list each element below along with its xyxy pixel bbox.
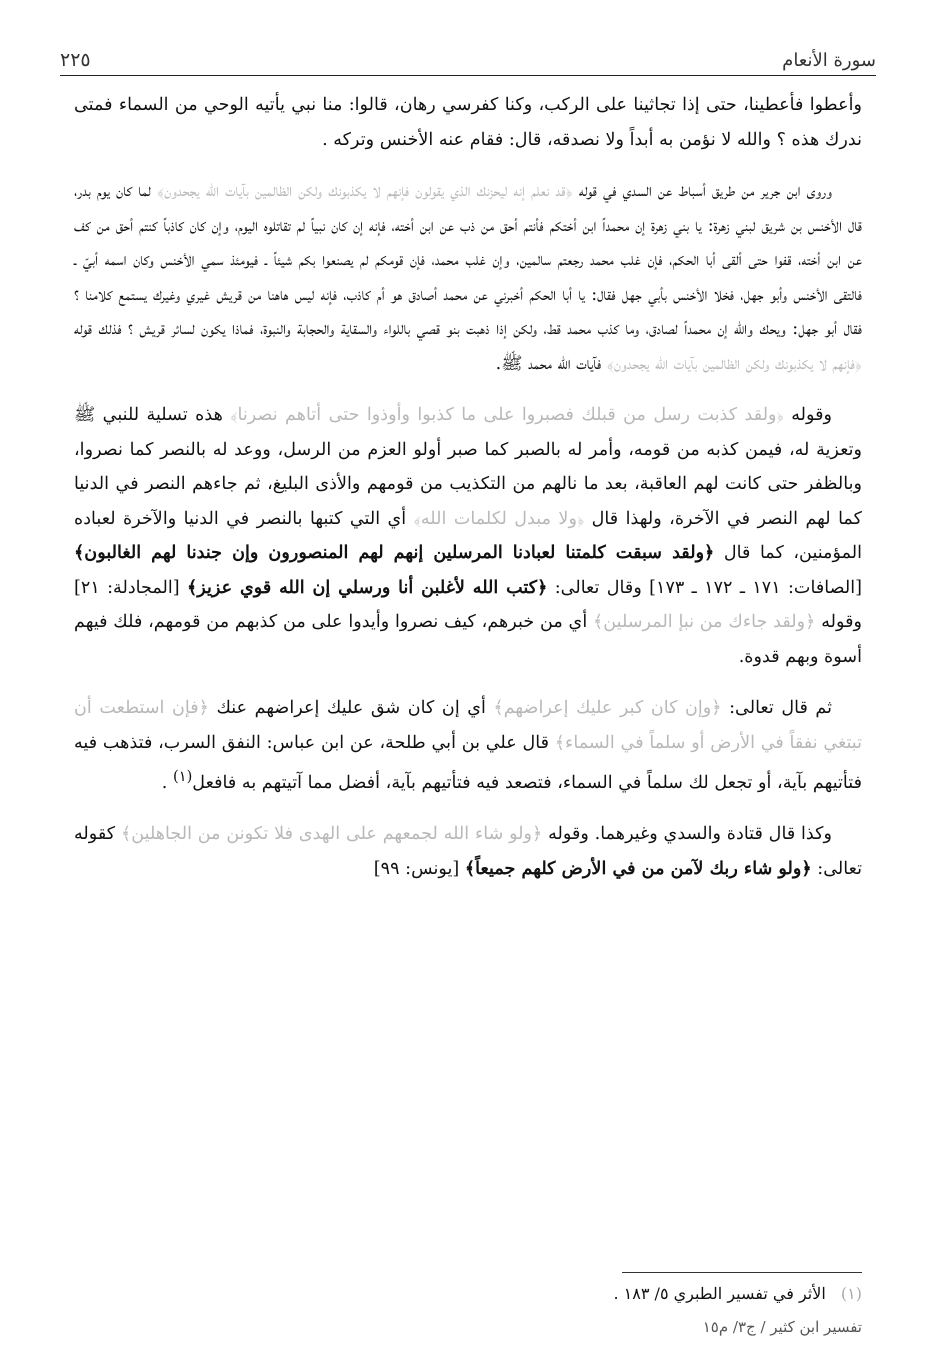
paragraph-text: أي إن كان شق عليك إعراضهم عنك (208, 698, 494, 718)
paragraph (74, 174, 862, 381)
paragraph-text: . (161, 772, 173, 793)
quran-verse: ﴿ولقد جاءك من نبإ المرسلين﴾ (592, 612, 816, 632)
paragraph-text: وأعطوا فأعطينا، حتى إذا تجاثينا على الركب، وكنا كفرسي رهان، قالوا: منا نبي يأتيه الوحي من السماء فمتى ندرك هذه ؟ والله لا نؤمن به أبداً ولا نصدقه، قال: فقام عنه الأخنس وتركه . (74, 95, 862, 150)
quran-verse: ﴿ولقد كذبت رسل من قبلك فصبروا على ما كذبوا وأوذوا حتى أتاهم نصرنا﴾ (230, 405, 784, 425)
paragraph-text: [الصافات: ١٧١ ـ ١٧٢ ـ ١٧٣] وقال تعالى: (547, 577, 862, 598)
quran-verse: ﴿ولقد سبقت كلمتنا لعبادنا المرسلين إنهم لهم المنصورون وإن جندنا لهم الغالبون﴾ (74, 542, 715, 563)
footnote-text: الأثر في تفسير الطبري ٥/ ١٨٣ . (613, 1284, 826, 1303)
paragraph (74, 88, 862, 157)
quran-verse: ﴿ولا مبدل لكلمات الله﴾ (413, 508, 585, 529)
paragraph-text: ثم قال تعالى: (721, 698, 832, 718)
quran-verse: ﴿ولو شاء ربك لآمن من في الأرض كلهم جميعاً﴾ (464, 857, 812, 879)
paragraph-text: قال علي بن أبي طلحة، عن ابن عباس: النفق السرب، فتذهب فيه فتأتيهم بآية، أو تجعل لك سلماً في السماء، فتصعد فيه فتأتيهم بآية، أفضل مما آتيتهم به فافعل (74, 732, 862, 793)
page-number: ٢٢٥ (60, 49, 91, 71)
paragraph-text: [يونس: ٩٩] (373, 858, 465, 879)
footnote (74, 1281, 862, 1307)
quran-verse: ﴿قد نعلم إنه ليحزنك الذي يقولون فإنهم لا يكذبونك ولكن الظالمين بآيات الله يجحدون﴾ (157, 181, 573, 201)
quran-verse: ﴿كتب الله لأغلبن أنا ورسلي إن الله قوي عزيز﴾ (186, 576, 548, 598)
footnote-separator (622, 1272, 862, 1273)
paragraph-text: أي من خبرهم، كيف نصروا وأيدوا على من كذبهم من قومهم، فلك فيهم أسوة وبهم قدوة. (74, 612, 862, 667)
paragraph (74, 817, 862, 886)
paragraph-text: فآيات الله محمد ﷺ. (495, 353, 607, 374)
page-body (74, 88, 862, 903)
quran-verse: ﴿وإن كان كبر عليك إعراضهم﴾ (493, 698, 722, 718)
paragraph-text: لما كان يوم بدر، قال الأخنس بن شريق لبني زهرة: يا بني زهرة إن محمداً ابن أختكم فأنتم أحق من ذب عن ابن أخته، فإنه إن كان نبياً لم تقاتلوه اليوم، وإن كان كاذباً كنتم أحق من كف عن ابن أخته، قفوا حتى ألقى أبا الحكم، فإن غلب محمد رجعتم سالمين، وإن غلب محمد، فإن قومكم لم يصنعوا بكم شيئاً ـ فيومئذ سمي الأخنس وكان اسمه أبيّ ـ فالتقى الأخنس وأبو جهل، فخلا الأخنس بأبي جهل فقال: يا أبا الحكم أخبرني عن محمد أصادق هو أم كاذب، فإنه ليس هاهنا من قريش غيري وغيرك يستمع كلامنا ؟ فقال أبو جهل: ويحك والله إن محمداً لصادق، وما كذب محمد قط، ولكن إذا ذهبت بنو قصي باللواء والسقاية والحجابة والنبوة، فماذا يكون لسائر قريش ؟ فذلك قوله (74, 181, 862, 339)
paragraph-text: [المجادلة: ٢١] وقوله (74, 577, 862, 632)
footnote-marker: (١) (840, 1284, 862, 1303)
quran-verse: ﴿فإن استطعت أن تبتغي نفقاً في الأرض أو سلماً في السماء﴾ (74, 698, 863, 753)
paragraph (74, 691, 862, 800)
paragraph-text: وقوله (783, 405, 832, 425)
paragraph-text: أي التي كتبها بالنصر في الدنيا والآخرة لعباده المؤمنين، كما قال (74, 508, 862, 563)
footnote-ref: (١) (172, 768, 193, 785)
paragraph-text: وروى ابن جرير من طريق أسباط عن السدي في قوله (572, 181, 832, 201)
signature-mark: تفسير ابن كثير / ج٣/ م١٥ (702, 1318, 862, 1336)
paragraph-text: وكذا قال قتادة والسدي وغيرهما. وقوله (542, 824, 832, 845)
paragraph-text: هذه تسلية للنبي ﷺ وتعزية له، فيمن كذبه من قومه، وأمر له بالصبر كما صبر أولو العزم من الرسل، ووعد له بالنصر كما نصروا، وبالظفر حتى كانت لهم العاقبة، بعد ما نالهم من التكذيب من قومهم والأذى البليغ، ثم جاءهم النصر في الدنيا كما لهم النصر في الآخرة، ولهذا قال (74, 405, 862, 529)
paragraph-text: كقوله تعالى: (74, 824, 862, 879)
page-header (60, 34, 876, 76)
paragraph (74, 398, 862, 674)
quran-verse: ﴿فإنهم لا يكذبونك ولكن الظالمين بآيات الله يجحدون﴾ (606, 353, 862, 374)
quran-verse: ﴿ولو شاء الله لجمعهم على الهدى فلا تكونن من الجاهلين﴾ (120, 824, 543, 845)
surah-title: سورة الأنعام (782, 50, 876, 71)
